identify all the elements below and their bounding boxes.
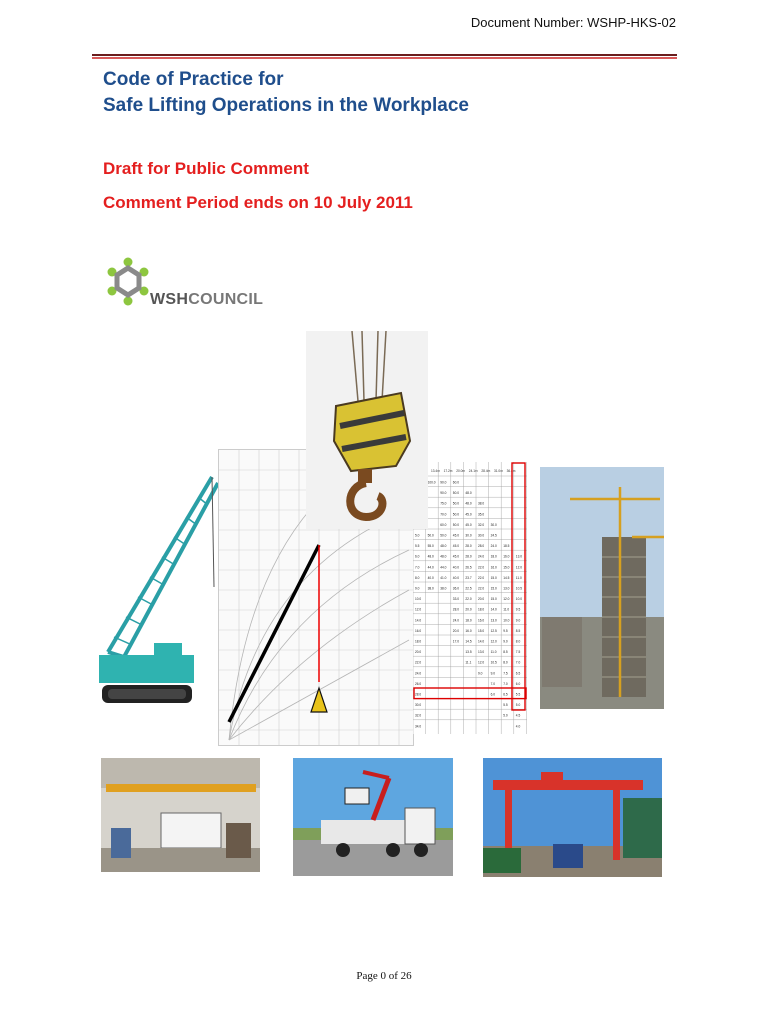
load-chart-cell: 16.0 xyxy=(490,565,497,570)
load-chart-cell: 40.0 xyxy=(452,565,460,570)
load-chart-cell: 15.0 xyxy=(478,628,485,633)
load-chart-cell: 48.0 xyxy=(440,544,447,549)
document-number: Document Number: WSHP-HKS-02 xyxy=(470,15,676,30)
load-chart-cell: 5.5 xyxy=(503,703,508,708)
load-chart-cell: 26.0 xyxy=(415,681,422,686)
load-chart-cell: 20.0 xyxy=(415,650,422,655)
load-chart-table-image xyxy=(413,462,527,734)
load-chart-cell: 45.0 xyxy=(465,522,472,527)
load-chart-cell: 16.0 xyxy=(478,618,485,623)
load-chart-cell: 22.0 xyxy=(465,597,472,602)
load-chart-cell: 18.0 xyxy=(490,554,497,559)
load-chart-cell: 30.0 xyxy=(465,533,472,538)
load-chart-cell: 24.0 xyxy=(490,544,497,549)
load-chart-cell: 14.0 xyxy=(478,639,485,644)
title-line-1: Code of Practice for xyxy=(103,69,284,90)
load-chart-cell: 18.0 xyxy=(478,607,485,612)
title-line-2: Safe Lifting Operations in the Workplace xyxy=(103,95,469,116)
load-chart-cell: 11.1 xyxy=(465,660,472,665)
load-chart-cell: 35.0 xyxy=(478,512,485,517)
load-chart-cell: 10.5 xyxy=(490,660,497,665)
load-chart-cell: 30.0 xyxy=(478,533,485,538)
load-chart-cell: 6.0 xyxy=(515,681,521,686)
load-chart-cell: 4.5 xyxy=(515,713,521,718)
logo-wordmark xyxy=(150,291,263,309)
load-chart-cell: 16.0 xyxy=(415,628,422,633)
load-chart-cell: 13.5 xyxy=(465,650,472,655)
crane-hook-image xyxy=(306,331,428,529)
load-chart-cell: 12.0 xyxy=(490,639,497,644)
load-chart-cell: 10.0 xyxy=(415,597,422,602)
load-chart-cell: 45.0 xyxy=(452,533,460,538)
load-chart-cell: 22.0 xyxy=(478,586,485,591)
load-chart-cell: 45.0 xyxy=(452,544,460,549)
load-chart-cell: 5.5 xyxy=(415,544,420,549)
load-chart-cell: 16.0 xyxy=(465,628,472,633)
load-chart-cell: 44.0 xyxy=(427,565,434,570)
load-chart-cell: 60.0 xyxy=(440,522,447,527)
load-chart-cell: 6.5 xyxy=(515,671,521,676)
load-chart-cell: 20.0 xyxy=(465,607,472,612)
logo-council: COUNCIL xyxy=(188,291,264,308)
load-chart-header: 31.0m xyxy=(494,469,503,473)
load-chart-cell: 14.0 xyxy=(415,618,422,623)
load-chart-cell: 24.5 xyxy=(490,533,497,538)
gantry-crane-container-yard-image xyxy=(483,758,662,877)
load-chart-cell: 8.0 xyxy=(415,575,420,580)
page-number: Page 0 of 26 xyxy=(356,970,412,982)
load-chart-cell: 5.0 xyxy=(503,713,508,718)
load-chart-cell: 6.0 xyxy=(490,692,496,697)
draft-notice: Draft for Public Comment xyxy=(103,159,309,178)
load-chart-cell: 20.0 xyxy=(452,628,460,633)
load-chart-cell: 44.0 xyxy=(440,565,447,570)
load-chart-cell: 32.0 xyxy=(478,522,485,527)
load-chart-cell: 34.0 xyxy=(415,724,422,729)
load-chart-header: 20.0m xyxy=(456,469,466,473)
load-chart-cell: 7.5 xyxy=(503,671,508,676)
header-rule-accent xyxy=(92,57,677,59)
load-chart-cell: 23.7 xyxy=(465,575,472,580)
load-chart-cell: 38.0 xyxy=(478,501,485,506)
load-chart-cell: 8.5 xyxy=(515,628,521,633)
load-chart-cell: 9.0 xyxy=(478,671,483,676)
load-chart-cell: 38.0 xyxy=(427,586,434,591)
load-chart-cell: 38.0 xyxy=(440,586,447,591)
load-chart-cell: 8.5 xyxy=(503,650,508,655)
load-chart-cell: 12.0 xyxy=(478,660,485,665)
load-chart-cell: 5.5 xyxy=(515,692,521,697)
load-chart-cell: 36.0 xyxy=(452,586,460,591)
load-chart-cell: 14.5 xyxy=(465,639,472,644)
load-chart-cell: 9.0 xyxy=(415,586,420,591)
load-chart-cell: 70.0 xyxy=(440,512,447,517)
load-chart-cell: 14.0 xyxy=(490,607,497,612)
load-chart-cell: 22.0 xyxy=(478,575,485,580)
load-chart-cell: 60.0 xyxy=(452,480,460,485)
load-chart-cell: 4.0 xyxy=(515,724,521,729)
load-chart-cell: 7.0 xyxy=(415,565,420,570)
load-chart-cell: 40.0 xyxy=(427,575,434,580)
load-chart-cell: 6.0 xyxy=(415,554,420,559)
load-chart-cell: 10.0 xyxy=(515,597,523,602)
load-chart-cell: 100.0 xyxy=(427,480,436,485)
load-chart-cell: 6.5 xyxy=(503,692,508,697)
load-chart-cell: 18.5 xyxy=(503,544,510,549)
load-chart-cell: 48.0 xyxy=(465,491,472,496)
load-chart-cell: 13.0 xyxy=(490,618,497,623)
load-chart-cell: 24.0 xyxy=(478,554,485,559)
load-chart-cell: 50.0 xyxy=(452,522,460,527)
load-chart-cell: 13.0 xyxy=(478,650,485,655)
load-chart-cell: 24.0 xyxy=(415,671,422,676)
load-chart-cell: 33.0 xyxy=(452,597,460,602)
load-chart-cell: 14.5 xyxy=(503,575,510,580)
load-chart-cell: 15.0 xyxy=(503,565,510,570)
load-chart-cell: 28.0 xyxy=(465,554,472,559)
load-chart-cell: 30.0 xyxy=(490,522,497,527)
load-chart-cell: 41.0 xyxy=(440,575,447,580)
load-chart-cell: 7.0 xyxy=(490,681,496,686)
load-chart-cell: 50.0 xyxy=(452,501,460,506)
load-chart-cell: 9.0 xyxy=(490,671,496,676)
load-chart-cell: 9.0 xyxy=(515,618,521,623)
load-chart-cell: 15.0 xyxy=(490,597,497,602)
load-chart-cell: 28.0 xyxy=(415,692,422,697)
load-chart-cell: 8.0 xyxy=(503,660,508,665)
load-chart-cell: 30.0 xyxy=(415,703,422,708)
load-chart-header: 28.4m xyxy=(481,469,491,473)
load-chart-cell: 17.0 xyxy=(452,639,460,644)
load-chart-cell: 10.5 xyxy=(515,586,523,591)
load-chart-cell: 15.0 xyxy=(490,575,497,580)
load-chart-cell: 75.0 xyxy=(440,501,447,506)
load-chart-cell: 40.0 xyxy=(452,575,460,580)
load-chart-cell: 10.0 xyxy=(503,618,510,623)
load-chart-cell: 28.0 xyxy=(478,544,485,549)
crawler-crane-image xyxy=(94,457,218,719)
load-chart-cell: 12.5 xyxy=(490,628,497,633)
load-chart-cell: 50.0 xyxy=(452,491,460,496)
truck-mounted-crane-image xyxy=(293,758,453,876)
overhead-crane-workshop-image xyxy=(101,758,260,872)
load-chart-cell: 48.0 xyxy=(440,554,447,559)
load-chart-header: 17.2m xyxy=(443,469,453,473)
load-chart-cell: 7.5 xyxy=(515,650,521,655)
load-chart-cell: 11.0 xyxy=(503,607,510,612)
load-chart-cell: 26.5 xyxy=(465,565,472,570)
tower-crane-construction-image xyxy=(540,467,664,709)
load-chart-header: 13.4m xyxy=(431,469,440,473)
load-chart-cell: 48.0 xyxy=(427,554,434,559)
logo-wsh: WSH xyxy=(150,291,189,308)
load-chart-cell: 5.0 xyxy=(415,533,420,538)
load-chart-cell: 5.0 xyxy=(515,703,521,708)
load-chart-cell: 8.0 xyxy=(515,639,521,644)
load-chart-cell: 28.0 xyxy=(452,607,460,612)
comment-period: Comment Period ends on 10 July 2011 xyxy=(103,193,413,212)
load-chart-cell: 13.0 xyxy=(503,586,510,591)
load-chart-cell: 9.0 xyxy=(503,639,508,644)
load-chart-cell: 11.0 xyxy=(490,650,497,655)
load-chart-cell: 28.0 xyxy=(465,544,472,549)
load-chart-cell: 50.0 xyxy=(427,533,434,538)
load-chart-header: 24.1m xyxy=(468,469,478,473)
load-chart-cell: 16.0 xyxy=(503,554,510,559)
load-chart-cell: 22.5 xyxy=(465,586,472,591)
load-chart-cell: 45.0 xyxy=(465,512,472,517)
load-chart-cell: 18.0 xyxy=(465,618,472,623)
load-chart-cell: 22.0 xyxy=(415,660,422,665)
load-chart-cell: 15.0 xyxy=(490,586,497,591)
load-chart-cell: 18.0 xyxy=(415,639,422,644)
load-chart-cell: 45.0 xyxy=(452,554,460,559)
load-chart-cell: 32.0 xyxy=(415,713,422,718)
load-chart-cell: 9.5 xyxy=(515,607,521,612)
load-chart-cell: 9.5 xyxy=(503,628,508,633)
load-chart-cell: 13.0 xyxy=(515,554,523,559)
load-chart-cell: 90.0 xyxy=(440,491,447,496)
load-chart-cell: 24.0 xyxy=(452,618,460,623)
load-chart-cell: 50.0 xyxy=(452,512,460,517)
load-chart-cell: 11.0 xyxy=(515,575,522,580)
load-chart-cell: 7.0 xyxy=(503,681,508,686)
load-chart-cell: 12.0 xyxy=(515,565,523,570)
load-chart-cell: 12.0 xyxy=(503,597,510,602)
load-chart-cell: 48.0 xyxy=(465,501,472,506)
header-rule xyxy=(92,54,677,56)
load-chart-cell: 22.0 xyxy=(478,565,485,570)
load-chart-cell: 12.0 xyxy=(415,607,422,612)
load-chart-cell: 55.0 xyxy=(427,544,434,549)
load-chart-cell: 50.0 xyxy=(440,533,447,538)
load-chart-cell: 90.0 xyxy=(440,480,447,485)
load-chart-cell: 7.0 xyxy=(515,660,521,665)
load-chart-header: 36.4m xyxy=(506,469,516,473)
load-chart-cell: 20.0 xyxy=(478,597,485,602)
